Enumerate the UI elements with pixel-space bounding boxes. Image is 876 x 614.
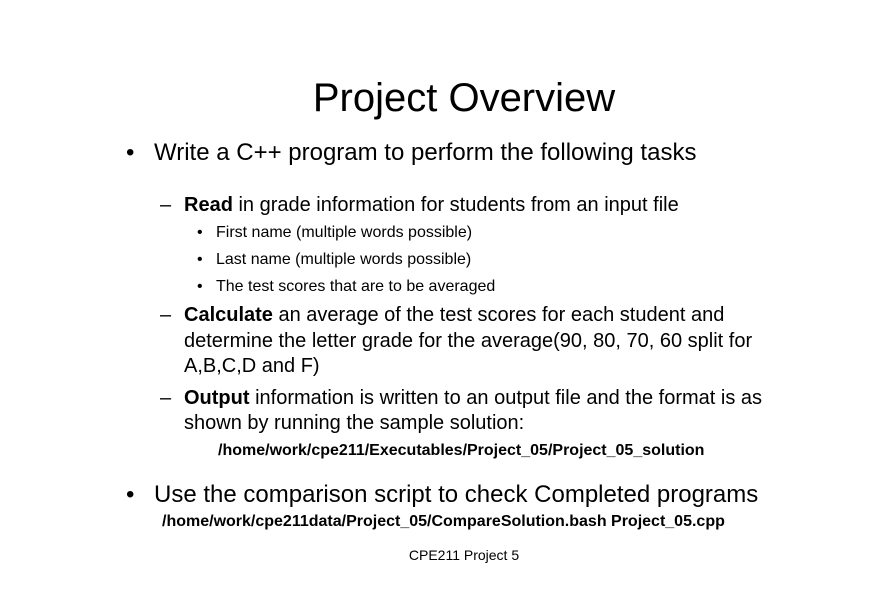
read-description: in grade information for students from an input file [232, 194, 679, 216]
bullet-level2-read [184, 193, 679, 218]
bullet-level3-last-name: Last name (multiple words possible) [216, 251, 472, 268]
keyword-read: Read [184, 194, 233, 216]
slide-footer: CPE211 Project 5 [408, 547, 520, 563]
bullet-level1-text: Write a C++ program to perform the following tasks [154, 139, 697, 166]
bullet-level2-glyph: – [160, 387, 172, 409]
bullet-level2-calculate [184, 303, 724, 328]
calculate-line1: an average of the test scores for each student and [272, 304, 725, 326]
compare-script-path: /home/work/cpe211data/Project_05/CompareSolution.bash Project_05.cpp [162, 513, 725, 530]
slide-title: Project Overview [312, 76, 616, 120]
bullet-level2-output [184, 386, 762, 411]
bullet-level1-glyph: • [126, 481, 135, 508]
calculate-line2: determine the letter grade for the average(90, 80, 70, 60 split for [184, 330, 753, 352]
bullet-level3-first-name: First name (multiple words possible) [216, 224, 473, 241]
keyword-calculate: Calculate [184, 304, 273, 326]
bullet-level1-text: Use the comparison script to check Completed programs [154, 481, 759, 508]
bullet-level2-glyph: – [160, 304, 172, 326]
keyword-output: Output [184, 387, 250, 409]
output-line2: shown by running the sample solution: [184, 412, 525, 434]
bullet-level2-glyph: – [160, 194, 172, 216]
calculate-line3: A,B,C,D and F) [184, 355, 320, 377]
bullet-level1-glyph: • [126, 139, 135, 166]
bullet-level3-glyph: • [197, 224, 203, 241]
bullet-level3-test-scores: The test scores that are to be averaged [216, 278, 496, 295]
bullet-level3-glyph: • [197, 278, 203, 295]
bullet-level3-glyph: • [197, 251, 203, 268]
solution-path: /home/work/cpe211/Executables/Project_05/Project_05_solution [218, 442, 705, 459]
output-line1: information is written to an output file and the format is as [249, 387, 763, 409]
